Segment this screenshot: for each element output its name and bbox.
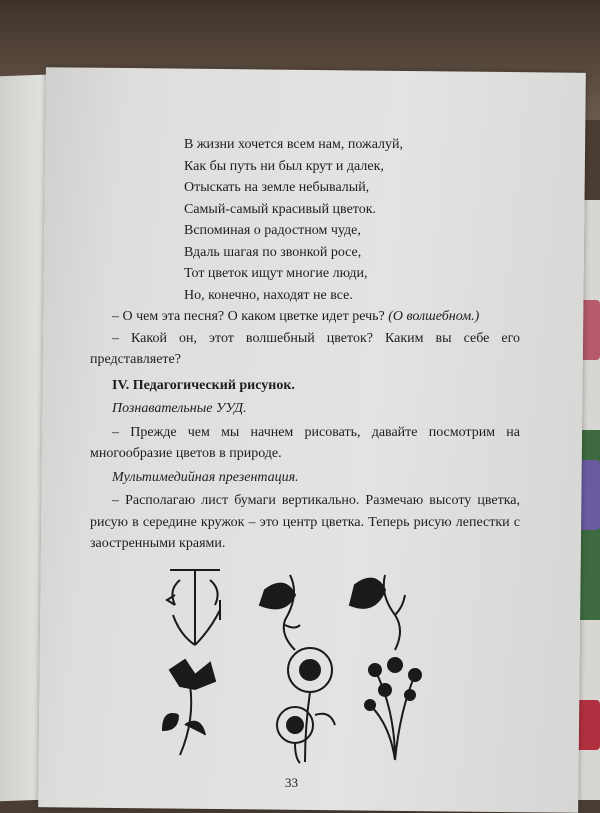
question-flower: – Какой он, этот волшебный цветок? Каким вы себе его представляете? xyxy=(90,330,520,367)
cornflower-drawing-icon xyxy=(163,660,215,755)
question-song-text: – О чем эта песня? О каком цветке идет речь? xyxy=(112,309,385,324)
label-uud: Познавательные УУД. xyxy=(112,401,247,416)
bellflower-drawing-icon xyxy=(260,575,300,650)
sketch-construction-icon xyxy=(167,570,220,645)
poem-line: В жизни хочется всем нам, пожалуй, xyxy=(184,137,404,152)
bellflower-dark-drawing-icon xyxy=(350,575,405,650)
poem-line: Тот цветок ищут многие люди, xyxy=(184,266,368,281)
poem xyxy=(184,134,520,306)
question-song xyxy=(90,306,520,328)
poem-line: Но, конечно, находят не все. xyxy=(184,287,353,303)
poem-line: Как бы путь ни был крут и далек, xyxy=(184,158,384,174)
paragraph-nature: – Прежде чем мы начнем рисовать, давайте посмотрим на многообразие цветов в природе. xyxy=(90,424,520,461)
page-text xyxy=(90,134,520,555)
page-number: 33 xyxy=(285,775,298,790)
poem-line: Самый-самый красивый цветок. xyxy=(184,201,377,217)
gypsophila-drawing-icon xyxy=(365,658,421,760)
question-song-answer: (О волшебном.) xyxy=(388,309,480,324)
daisy-drawing-icon xyxy=(277,648,335,763)
flower-drawings-illustration xyxy=(160,565,460,765)
section-heading: IV. Педагогический рисунок. xyxy=(112,377,295,393)
poem-line: Вдаль шагая по звонкой росе, xyxy=(184,244,362,260)
paragraph-drawing: – Располагаю лист бумаги вертикально. Размечаю высоту цветка, рисую в середине кружок – это центр цветка. Теперь рисую лепестки с заостренными краями. xyxy=(90,493,520,551)
poem-line: Отыскать на земле небывалый, xyxy=(184,180,370,195)
label-multimedia: Мультимедийная презентация. xyxy=(112,469,299,485)
poem-line: Вспоминая о радостном чуде, xyxy=(184,223,361,238)
